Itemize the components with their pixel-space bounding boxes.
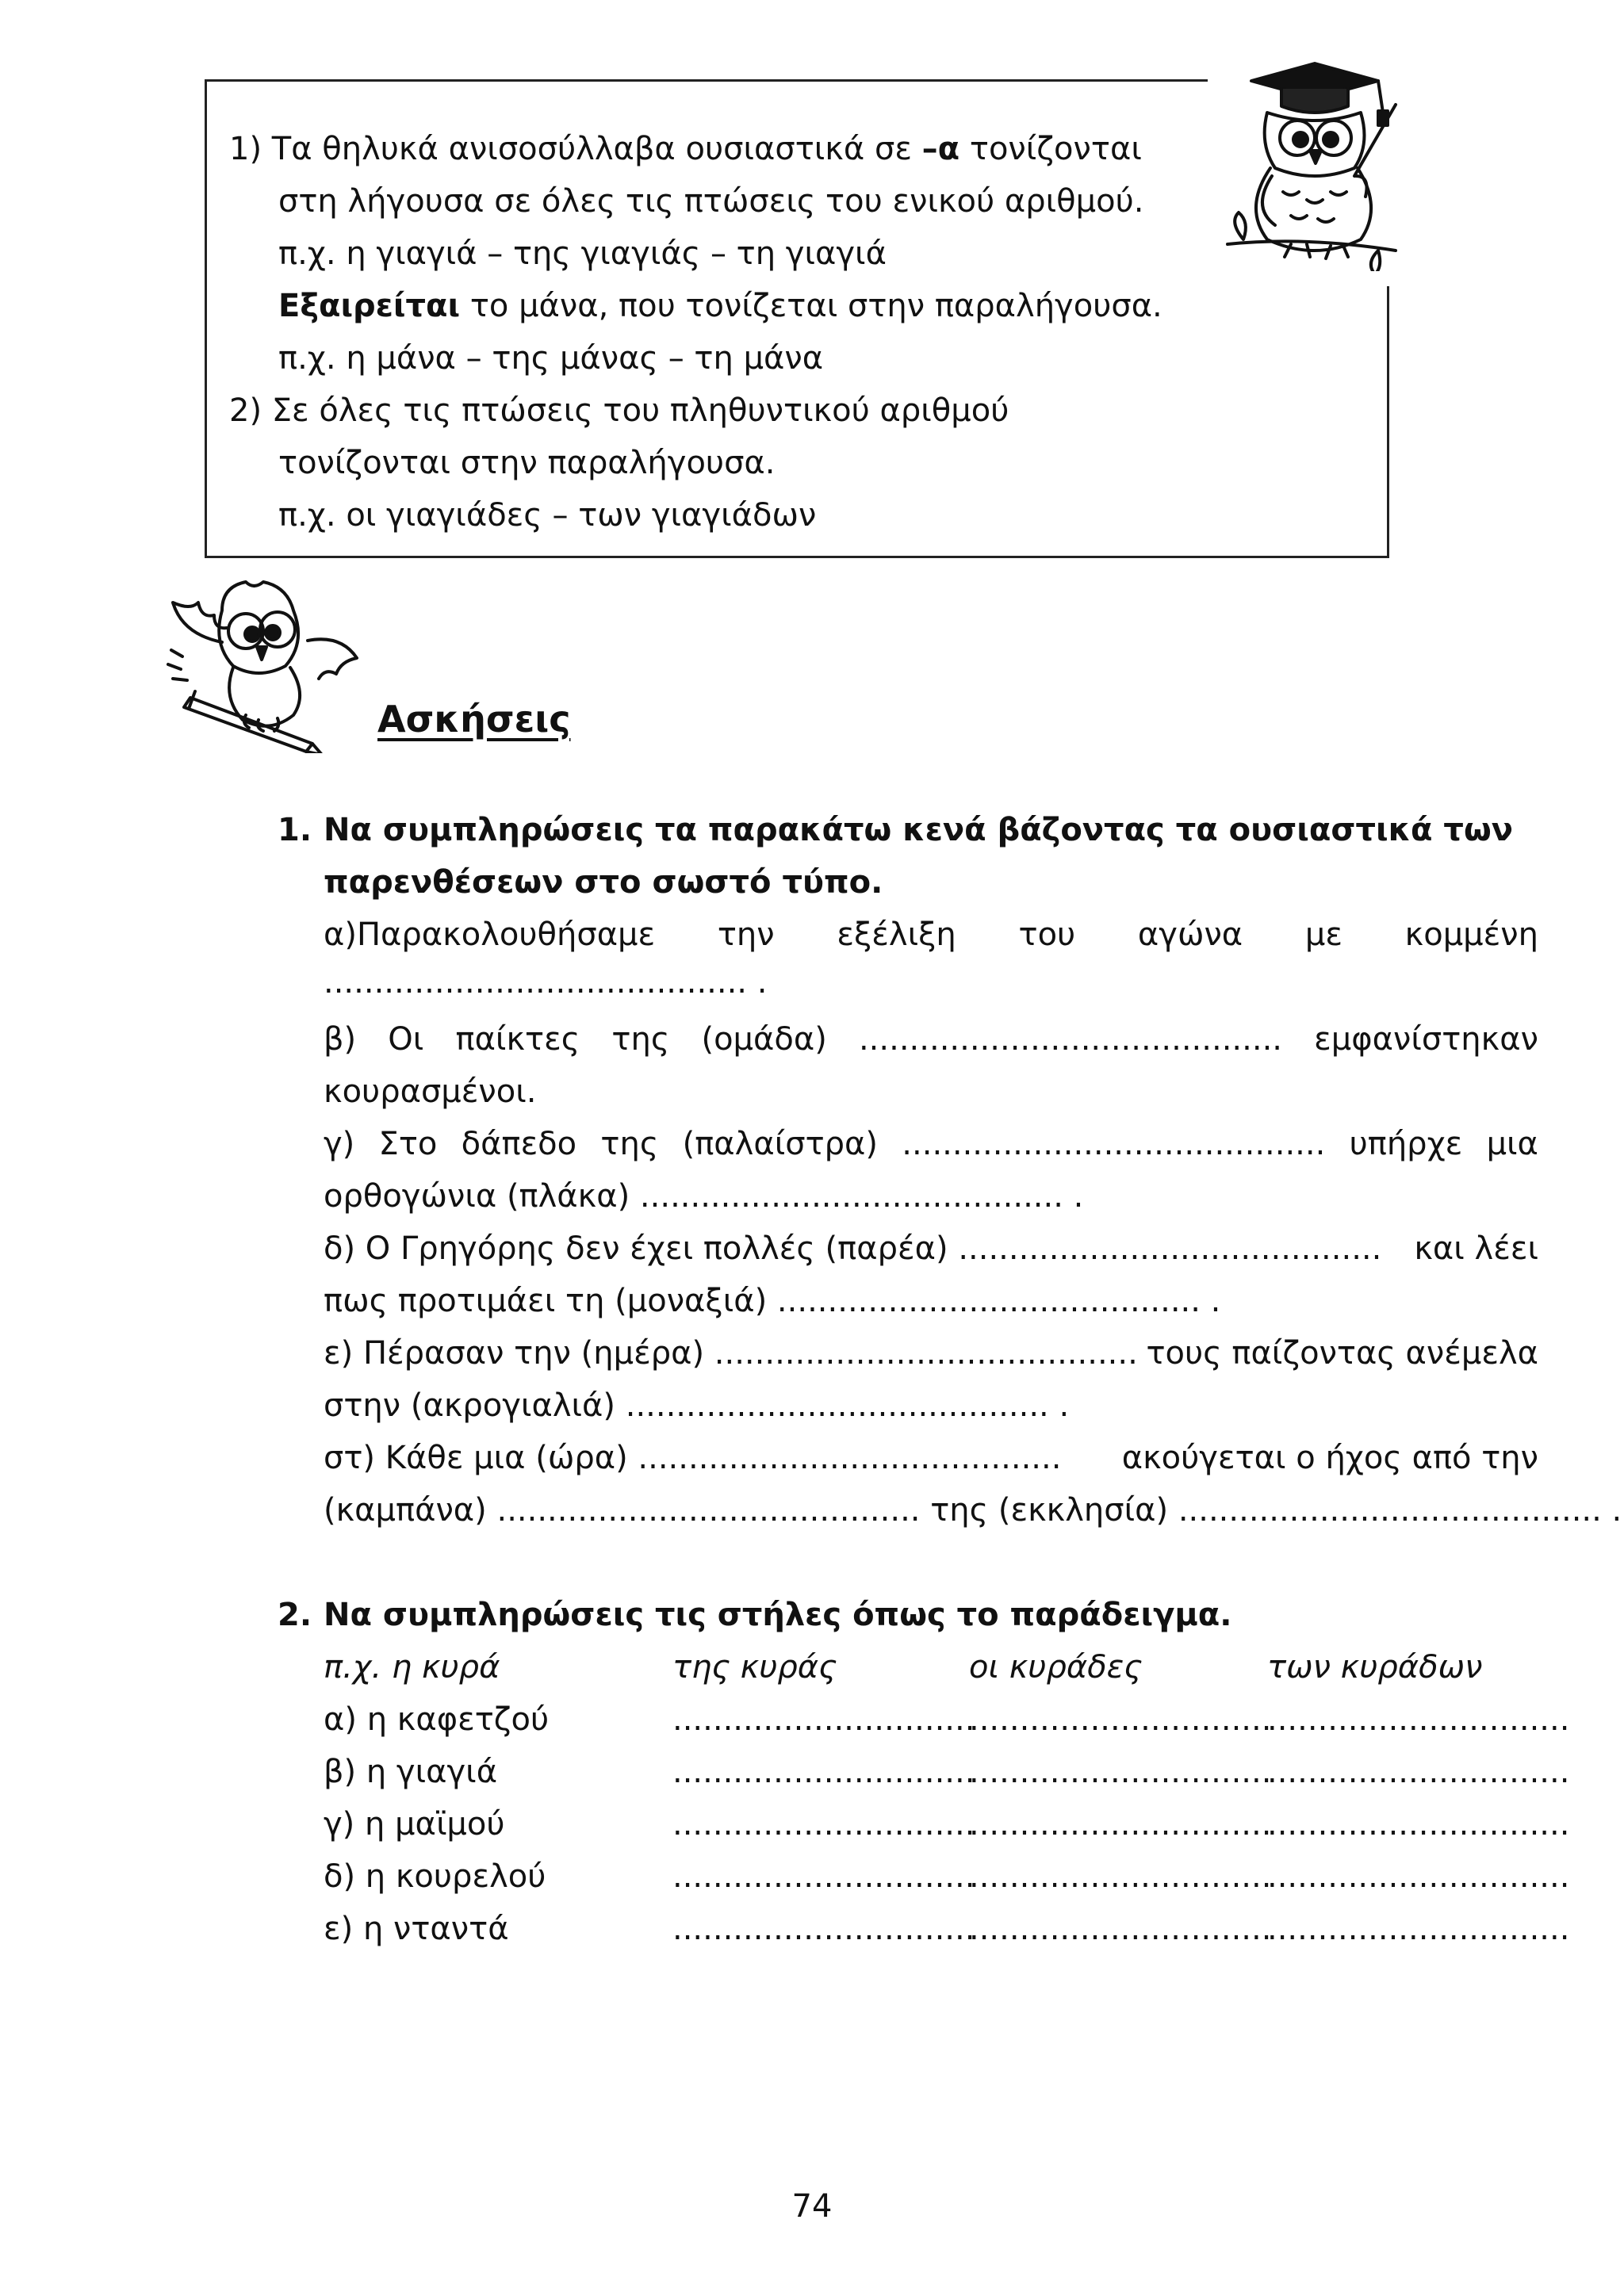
blank-cell[interactable]: .............................. xyxy=(969,1806,1272,1843)
rule-box-top-border xyxy=(205,79,1215,82)
exercise-2-number: 2. xyxy=(278,1597,312,1633)
exercise-1-blank-a[interactable]: .......................................... . xyxy=(324,964,768,1001)
exercise-2-row-d: δ) η κουρελού .............................. .............................. .............................. xyxy=(324,1850,1545,1903)
exercise-1-line-b: β) Οι παίκτες της (ομάδα) .......................................... εμφανίστηκαν xyxy=(324,1013,1538,1066)
exercise-1-title-line-2: παρενθέσεων στο σωστό τύπο. xyxy=(324,864,883,901)
blank-cell[interactable]: .............................. xyxy=(969,1911,1272,1947)
exercise-2-title: 2. Να συμπληρώσεις τις στήλες όπως το παράδειγμα. xyxy=(278,1589,1231,1641)
owl-with-graduation-cap-icon xyxy=(1220,57,1402,271)
exercise-1-blank-c1[interactable]: .......................................... xyxy=(902,1126,1326,1162)
rule-line-3: π.χ. η γιαγιά – της γιαγιάς – τη γιαγιά xyxy=(278,235,887,272)
exercise-2-example-row: π.χ. η κυρά της κυράς οι κυράδες των κυράδων xyxy=(324,1649,1483,1686)
blank-cell[interactable]: .............................. xyxy=(1267,1701,1570,1738)
owl-with-pencil-icon xyxy=(167,579,365,753)
blank-cell[interactable]: .............................. xyxy=(672,1754,975,1790)
blank-cell[interactable]: .............................. xyxy=(1267,1806,1570,1843)
blank-cell[interactable]: .............................. xyxy=(1267,1754,1570,1790)
blank-cell[interactable]: .............................. xyxy=(969,1754,1272,1790)
blank-cell[interactable]: .............................. xyxy=(969,1701,1272,1738)
exercise-1-line-st: στ) Κάθε μια (ώρα) .......................................... ακούγεται ο ήχος από την xyxy=(324,1432,1538,1484)
exercise-1-line-c-cont[interactable]: ορθογώνια (πλάκα) .......................................... . xyxy=(324,1178,1084,1215)
blank-cell[interactable]: .............................. xyxy=(672,1858,975,1895)
exercise-1-line-d: δ) Ο Γρηγόρης δεν έχει πολλές (παρέα) .......................................... και λέει xyxy=(324,1223,1538,1275)
blank-cell[interactable]: .............................. xyxy=(672,1806,975,1843)
blank-cell[interactable]: .............................. xyxy=(969,1858,1272,1895)
rule-line-2: στη λήγουσα σε όλες τις πτώσεις του ενικού αριθμού. xyxy=(278,183,1144,220)
exercise-1-blank-b[interactable]: .......................................... xyxy=(858,1021,1282,1058)
exercise-1-line-e-cont[interactable]: στην (ακρογιαλιά) .......................................... . xyxy=(324,1387,1070,1424)
blank-cell[interactable]: .............................. xyxy=(1267,1858,1570,1895)
rule-line-7: τονίζονται στην παραλήγουσα. xyxy=(278,445,776,481)
rule-line-5: π.χ. η μάνα – της μάνας – τη μάνα xyxy=(278,340,824,377)
exercises-heading: Ασκήσεις xyxy=(377,698,571,740)
rule-line-1: 1) Τα θηλυκά ανισοσύλλαβα ουσιαστικά σε –α τονίζονται xyxy=(229,131,1142,167)
exercise-1-blank-e1[interactable]: ε) Πέρασαν την (ημέρα) .......................................... xyxy=(324,1335,1138,1372)
exercise-1-line-c: γ) Στο δάπεδο της (παλαίστρα) .......................................... υπήρχε μια xyxy=(324,1118,1538,1170)
exercise-1-line-a: α)Παρακολουθήσαμε την εξέλιξη του αγώνα με κομμένη xyxy=(324,916,1538,953)
exercise-2-row-e: ε) η νταντά .............................. .............................. .............................. xyxy=(324,1903,1545,1955)
exercise-1-line-e: ε) Πέρασαν την (ημέρα) .......................................... τους παίζοντας ανέμελα xyxy=(324,1327,1538,1380)
blank-cell[interactable]: .............................. xyxy=(672,1911,975,1947)
blank-cell[interactable]: .............................. xyxy=(1267,1911,1570,1947)
rule-box xyxy=(205,79,1389,558)
exercise-2-row-a: α) η καφετζού .............................. .............................. .............................. xyxy=(324,1693,1545,1746)
exercise-1-line-b-cont: κουρασμένοι. xyxy=(324,1073,537,1110)
exercise-2-row-c: γ) η μαϊμού .............................. .............................. .............................. xyxy=(324,1798,1545,1850)
exercise-1-blank-d1[interactable]: δ) Ο Γρηγόρης δεν έχει πολλές (παρέα) .......................................... xyxy=(324,1230,1382,1267)
blank-cell[interactable]: .............................. xyxy=(672,1701,975,1738)
rule-line-4: Εξαιρείται το μάνα, που τονίζεται στην παραλήγουσα. xyxy=(278,288,1162,324)
page-number: 74 xyxy=(791,2188,833,2225)
rule-line-8: π.χ. οι γιαγιάδες – των γιαγιάδων xyxy=(278,497,817,534)
rule-line-6: 2) Σε όλες τις πτώσεις του πληθυντικού αριθμού xyxy=(229,392,1009,429)
exercise-1-blank-st1[interactable]: στ) Κάθε μια (ώρα) .......................................... xyxy=(324,1440,1062,1476)
exercise-1-title-line-1: 1. Να συμπληρώσεις τα παρακάτω κενά βάζοντας τα ουσιαστικά των xyxy=(278,804,1513,856)
exercise-2-row-b: β) η γιαγιά .............................. .............................. .............................. xyxy=(324,1746,1545,1798)
exercise-1-line-d-cont[interactable]: πως προτιμάει τη (μοναξιά) .......................................... . xyxy=(324,1283,1221,1319)
exercise-1-number: 1. xyxy=(278,812,312,848)
exercise-1-line-st-cont[interactable]: (καμπάνα) .......................................... της (εκκλησία) .......................................... . xyxy=(324,1492,1622,1529)
